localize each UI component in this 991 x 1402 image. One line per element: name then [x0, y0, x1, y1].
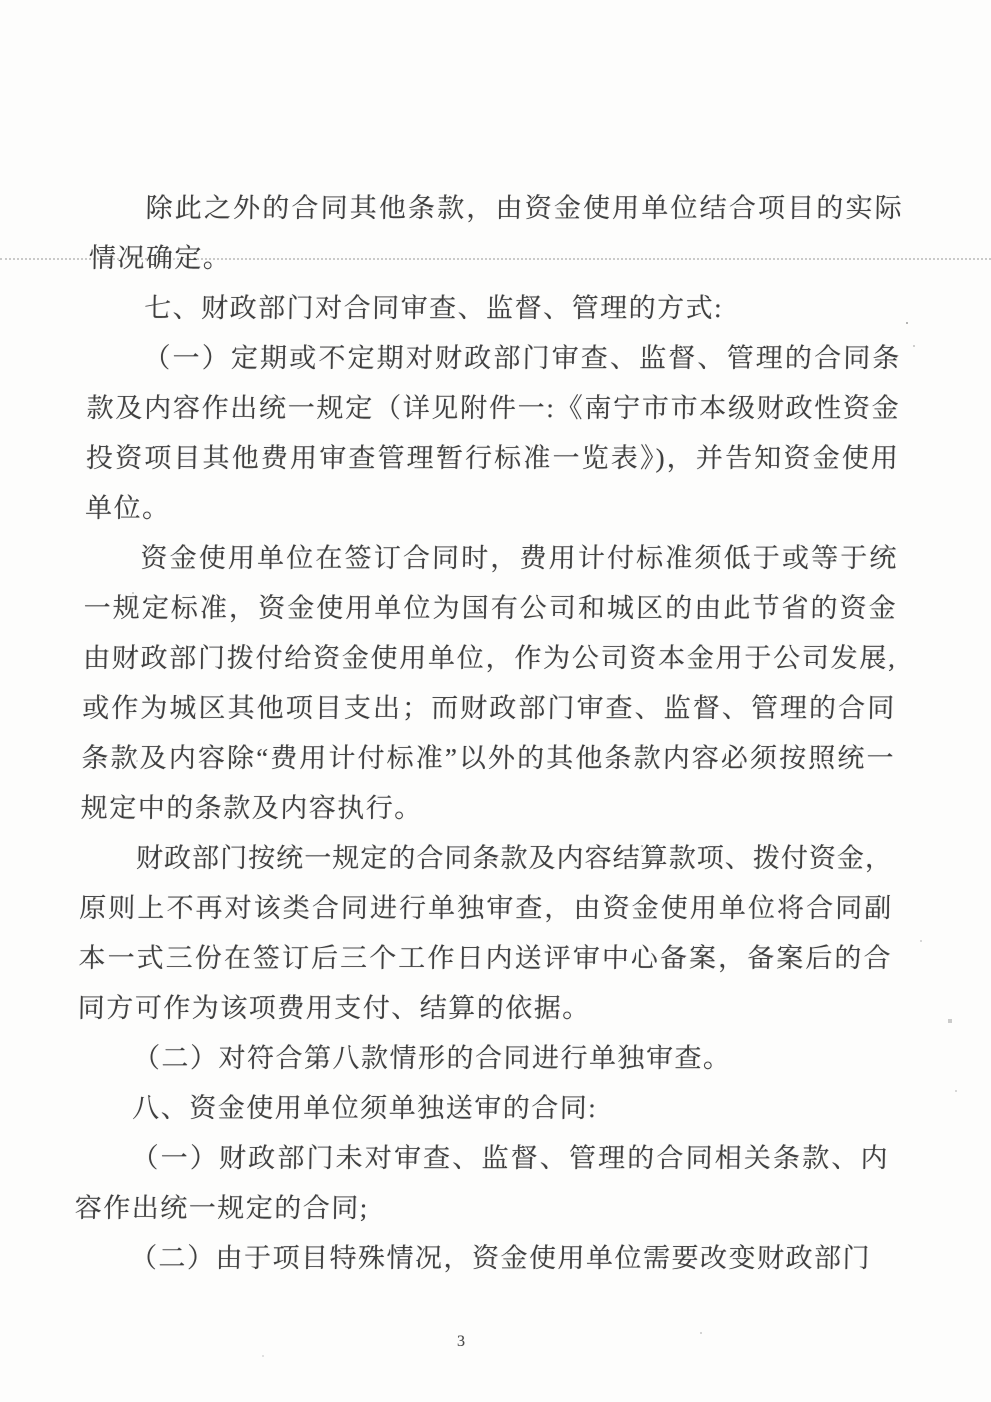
- text-line: 或作为城区其他项目支出；而财政部门审查、监督、管理的合同: [81, 693, 895, 723]
- text-line: 资金使用单位在签订合同时，费用计付标准须低于或等于统: [140, 543, 897, 573]
- text-line: 一规定标准，资金使用单位为国有公司和城区的由此节省的资金: [83, 593, 896, 623]
- text-line: （二）对符合第八款情形的合同进行单独审查。: [132, 1043, 732, 1073]
- text-line: （一）财政部门未对审查、监督、管理的合同相关条款、内: [131, 1143, 888, 1173]
- text-line: 除此之外的合同其他条款，由资金使用单位结合项目的实际: [145, 193, 902, 223]
- text-line: 情况确定。: [88, 243, 232, 273]
- scan-noise-specks: [0, 0, 2, 2]
- text-line: （一）定期或不定期对财政部门审查、监督、管理的合同条: [143, 343, 900, 373]
- text-line: 由财政部门拨付给资金使用单位，作为公司资本金用于公司发展,: [82, 643, 896, 673]
- text-line: 七、财政部门对合同审查、监督、管理的方式:: [143, 293, 724, 323]
- text-line: 八、资金使用单位须单独送审的合同:: [132, 1093, 598, 1123]
- text-line: 款及内容作出统一规定（详见附件一:《南宁市市本级财政性资金: [86, 393, 899, 423]
- text-line: 同方可作为该项费用支付、结算的依据。: [77, 993, 591, 1023]
- text-line: （二）由于项目特殊情况，资金使用单位需要改变财政部门: [129, 1243, 872, 1273]
- text-line: 本一式三份在签订后三个工作日内送评审中心备案，备案后的合: [78, 943, 891, 973]
- text-line: 规定中的条款及内容执行。: [80, 793, 423, 823]
- text-line: 投资项目其他费用审查管理暂行标准一览表》)，并告知资金使用: [85, 443, 899, 473]
- document-text: [74, 183, 902, 1283]
- text-line: 容作出统一规定的合同;: [74, 1193, 370, 1223]
- page-number: 3: [457, 1333, 465, 1350]
- text-line: 单位。: [84, 493, 171, 523]
- text-line: 条款及内容除“费用计付标准”以外的其他条款内容必须按照统一: [81, 743, 894, 773]
- text-line: 原则上不再对该类合同进行单独审查，由资金使用单位将合同副: [79, 893, 892, 923]
- text-line: 财政部门按统一规定的合同条款及内容结算款项、拨付资金，: [135, 843, 893, 873]
